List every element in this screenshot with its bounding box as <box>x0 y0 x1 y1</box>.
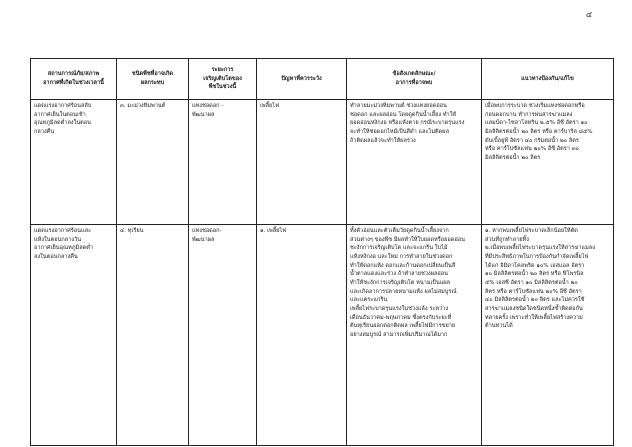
header-plant: ชนิดพืชที่อาจเกิด ผลกระทบ <box>117 59 189 100</box>
cell-prevention: ๑. หากพบเพลี้ยไฟระบาดเล็กน้อยให้ตัด ส่วนที่ถูกทำลายทิ้ง ๒.เมื่อพบเพลี้ยไฟระบาดรุนแรงให้สารฆ่าแมลง ที่มีประสิทธิภาพในการป้องกันกำจัดเพลี้ยไฟ ได้แก่ อิมิดาโคลพริด ๑๐% เอสแอล อัตรา ๑๐ มิลลิลิตรต่อน้ำ ๒๐ ลิตร หรือ ฟิโพรนิล ๕% เอสซี อัตรา ๑๐ มิลลิลิตรต่อน้ำ ๒๐ ลิตร หรือ คาร์โบซัลแฟน ๒๐% อีซี อัตรา ๔๐ มิลลิลิตรต่อน้ำ ๒๐ ลิตร และไม่ควรใช้ สารฆ่าแมลงชนิดใดชนิดหนึ่งซ้ำติดต่อกัน หลายครั้ง เพราะทำให้เพลี้ยไฟสร้างความ ต้านทานได้ <box>482 225 614 446</box>
header-stage: ระยะการ เจริญเติบโตของ พืชในช่วงนี้ <box>189 59 257 100</box>
cell-plant: ๔. ทุเรียน <box>117 225 189 446</box>
cell-situation: แดดแรงอากาศร้อนสลับ อากาศเย็นในตอนเช้า อุณหภูมิลดต่ำลงในตอน กลางคืน <box>31 100 117 225</box>
cell-plant: ๓. มะม่วงหิมพานต์ <box>117 100 189 225</box>
header-problem: ปัญหาที่ควรระวัง <box>257 59 347 100</box>
page-number: ๔ <box>585 10 592 19</box>
table-row <box>31 225 614 446</box>
cell-prevention: เมื่อพบการระบาด ช่วงเริ่มแทงช่อดอกหรือ ก่อนดอกบาน ทำการพ่นสารฆ่าแมลง แลมบ์ดา-ไซฮาโลทริน ๒.๕% อีซี อัตรา ๑๐ มิลลิลิตรต่อน้ำ ๒๐ ลิตร หรือ คาร์บาริล ๘๕% ดับเบิ้ลยูพี อัตรา ๔๐ กรัมต่อน้ำ ๒๐ ลิตร หรือ คาร์โบซัลแฟน ๒๐% อีซี อัตรา ๓๐ มิลลิลิตรต่อน้ำ ๒๐ ลิตร <box>482 100 614 225</box>
crop-advisory-table <box>30 58 614 446</box>
header-situation: สถานการณ์ภัย/สภาพ อากาศที่เกิดในช่วงเวลานี้ <box>31 59 117 100</box>
cell-symptoms: ทั้งตัวอ่อนและตัวเต็มวัยดูดกินน้ำเลี้ยงจาก ส่วนต่างๆ ของพืช มีผลทำให้ใบยอดหรือยอดอ่อน ชะงักการเจริญเติบโต และจะแกร็น ใบไม้ แห้งหงิกงอ และใหม่ การทำลายในช่วงดอก ทำให้ดอกแห้ง ดอกและก้านดอกเปลี่ยนเป็นสี น้ำตาลแดงและร่วง ถ้าทำลายช่วงผลอ่อน ทำให้ชะงักการเจริญเติบโต หนามเป็นแผล และเกิดอาการปลายหนามแห้ง ผลไม่สมบูรณ์ และแคระแกร็น เพลี้ยไฟระบาดรุนแรงในช่วงแล้ง ระหว่าง เดือนธันวาคม-พฤษภาคม ซึ่งตรงกับระยะที่ ต้นทุเรียนออกดอกติดผล เพลี้ยไฟมีการขยาย อย่างสมบูรณ์ สามารถเพิ่มปริมาณได้มาก <box>347 225 482 446</box>
cell-problem: เพลี้ยไฟ <box>257 100 347 225</box>
cell-symptoms: ทำลายมะม่วงหิมพานต์ ช่วงแทงยอดอ่อน ช่อดอก และผลอ่อน โดยดูดกินน้ำเลี้ยง ทำให้ ยอดอ่อนหงิกงอ หรือแห้งตาย กรณีระบาดรุนแรง จะทำให้ช่อดอกไหม้เป็นสีดำ และไม่ติดผล ถ้าติดผลแล้วจะทำให้ผลร่วง <box>347 100 482 225</box>
cell-problem: ๑. เพลี้ยไฟ <box>257 225 347 446</box>
cell-stage: แทงช่อดอก - พัฒนาผล <box>189 100 257 225</box>
cell-situation: แดดแรงอากาศร้อนและ แห้งในตอนกลางวัน อากาศเย็นอุณหภูมิลดต่ำ ลงในตอนกลางคืน <box>31 225 117 446</box>
table-header-row <box>31 59 614 100</box>
cell-stage: แทงช่อดอก- พัฒนาผล <box>189 225 257 446</box>
table-row <box>31 100 614 225</box>
header-symptoms: ข้อสังเกตลักษณะ/ อาการที่อาจพบ <box>347 59 482 100</box>
header-prevention: แนวทางป้องกัน/แก้ไข <box>482 59 614 100</box>
